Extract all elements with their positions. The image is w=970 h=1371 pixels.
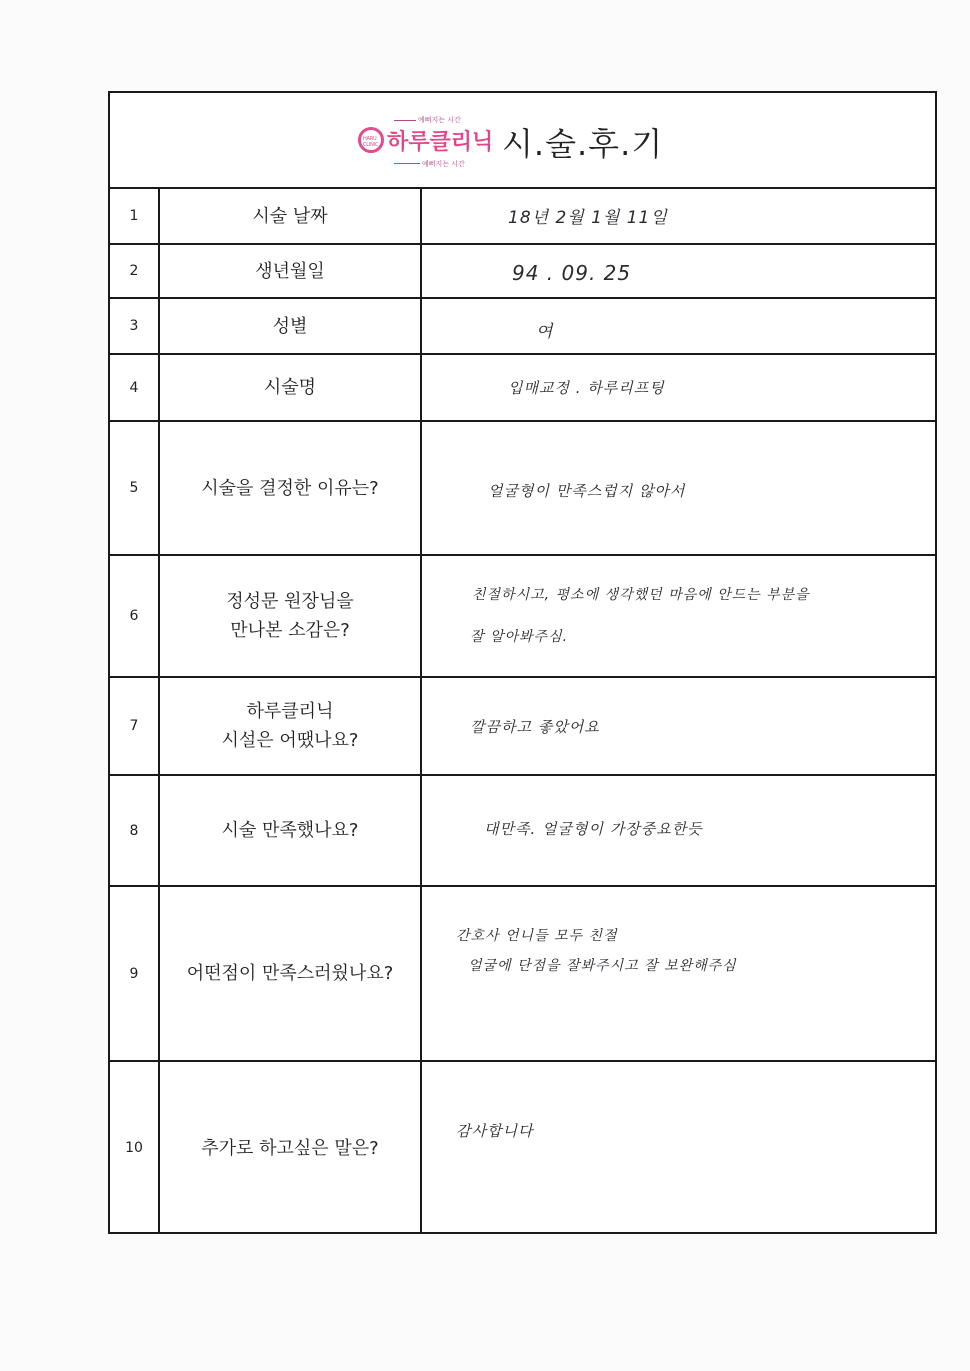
answer-line: 간호사 언니들 모두 친절 [456,928,618,944]
answer-line: 대만족. 얼굴형이 가장중요한듯 [484,820,703,838]
logo-line [394,120,416,121]
answer-line: 깔끔하고 좋았어요 [470,718,600,736]
logo-badge: HARU CLINIC [363,136,379,148]
row-answer [422,1062,935,1234]
question-line: 어떤점이 만족스러웠나요? [186,963,394,984]
form-row [110,299,935,355]
row-number: 2 [110,245,160,297]
row-answer [422,355,935,420]
question-line: 시설은 어땠나요? [221,730,359,751]
logo-line [394,163,420,164]
form-row [110,678,935,776]
answer-line: 94 . 09. 25 [512,261,632,285]
row-number: 10 [110,1062,160,1234]
row-question [160,1062,422,1234]
form-row [110,776,935,887]
question-line: 시술 날짜 [252,205,328,227]
answer-line: 18년 2월 1월 11일 [508,208,668,228]
row-answer [422,245,935,297]
clock-icon [358,127,384,153]
question-line: 정성문 원장님을 [226,591,354,612]
question-line: 성별 [272,315,308,337]
question-line: 시술명 [263,377,317,398]
answer-line: 입매교정 . 하루리프팅 [508,379,665,397]
answer-line: 친절하시고, 평소에 생각했던 마음에 안드는 부분을 [472,587,810,603]
answer-line: 잘 알아봐주심. [470,629,569,645]
question-line: 시술 만족했나요? [221,820,359,841]
form-row [110,556,935,678]
review-form [108,91,937,1234]
row-number: 3 [110,299,160,353]
row-number: 4 [110,355,160,420]
form-title: 시.술.후.기 [502,125,664,163]
row-answer [422,299,935,353]
question-line: 시술을 결정한 이유는? [201,477,379,499]
form-row [110,189,935,245]
clinic-logo [358,115,498,167]
row-number: 9 [110,887,160,1060]
row-question [160,422,422,554]
logo-tagline-bottom: 예뻐지는 시간 [422,160,465,168]
row-number: 6 [110,556,160,676]
clinic-name: 하루클리닉 [387,130,494,155]
form-header [110,93,935,189]
question-line: 생년월일 [255,260,325,282]
question-line: 만나본 소감은? [230,620,350,641]
row-number: 1 [110,189,160,243]
row-answer [422,678,935,774]
answer-line: 여 [536,322,554,342]
row-answer [422,887,935,1060]
row-answer [422,189,935,243]
row-number: 8 [110,776,160,885]
question-line: 추가로 하고싶은 말은? [201,1137,379,1159]
question-line: 하루클리닉 [246,701,334,722]
form-row [110,1062,935,1234]
answer-line: 얼굴에 단점을 잘봐주시고 잘 보완해주심 [468,958,737,974]
row-answer [422,556,935,676]
row-question [160,189,422,243]
row-question [160,245,422,297]
row-question [160,556,422,676]
row-number: 7 [110,678,160,774]
form-row [110,887,935,1062]
row-question [160,678,422,774]
row-number: 5 [110,422,160,554]
answer-line: 얼굴형이 만족스럽지 않아서 [488,482,686,500]
form-row [110,355,935,422]
logo-tagline-top: 예뻐지는 시간 [418,116,461,124]
answer-line: 감사합니다 [456,1122,534,1140]
row-question [160,355,422,420]
form-row [110,422,935,556]
row-answer [422,776,935,885]
row-question [160,299,422,353]
row-question [160,887,422,1060]
row-question [160,776,422,885]
row-answer [422,422,935,554]
form-row [110,245,935,299]
